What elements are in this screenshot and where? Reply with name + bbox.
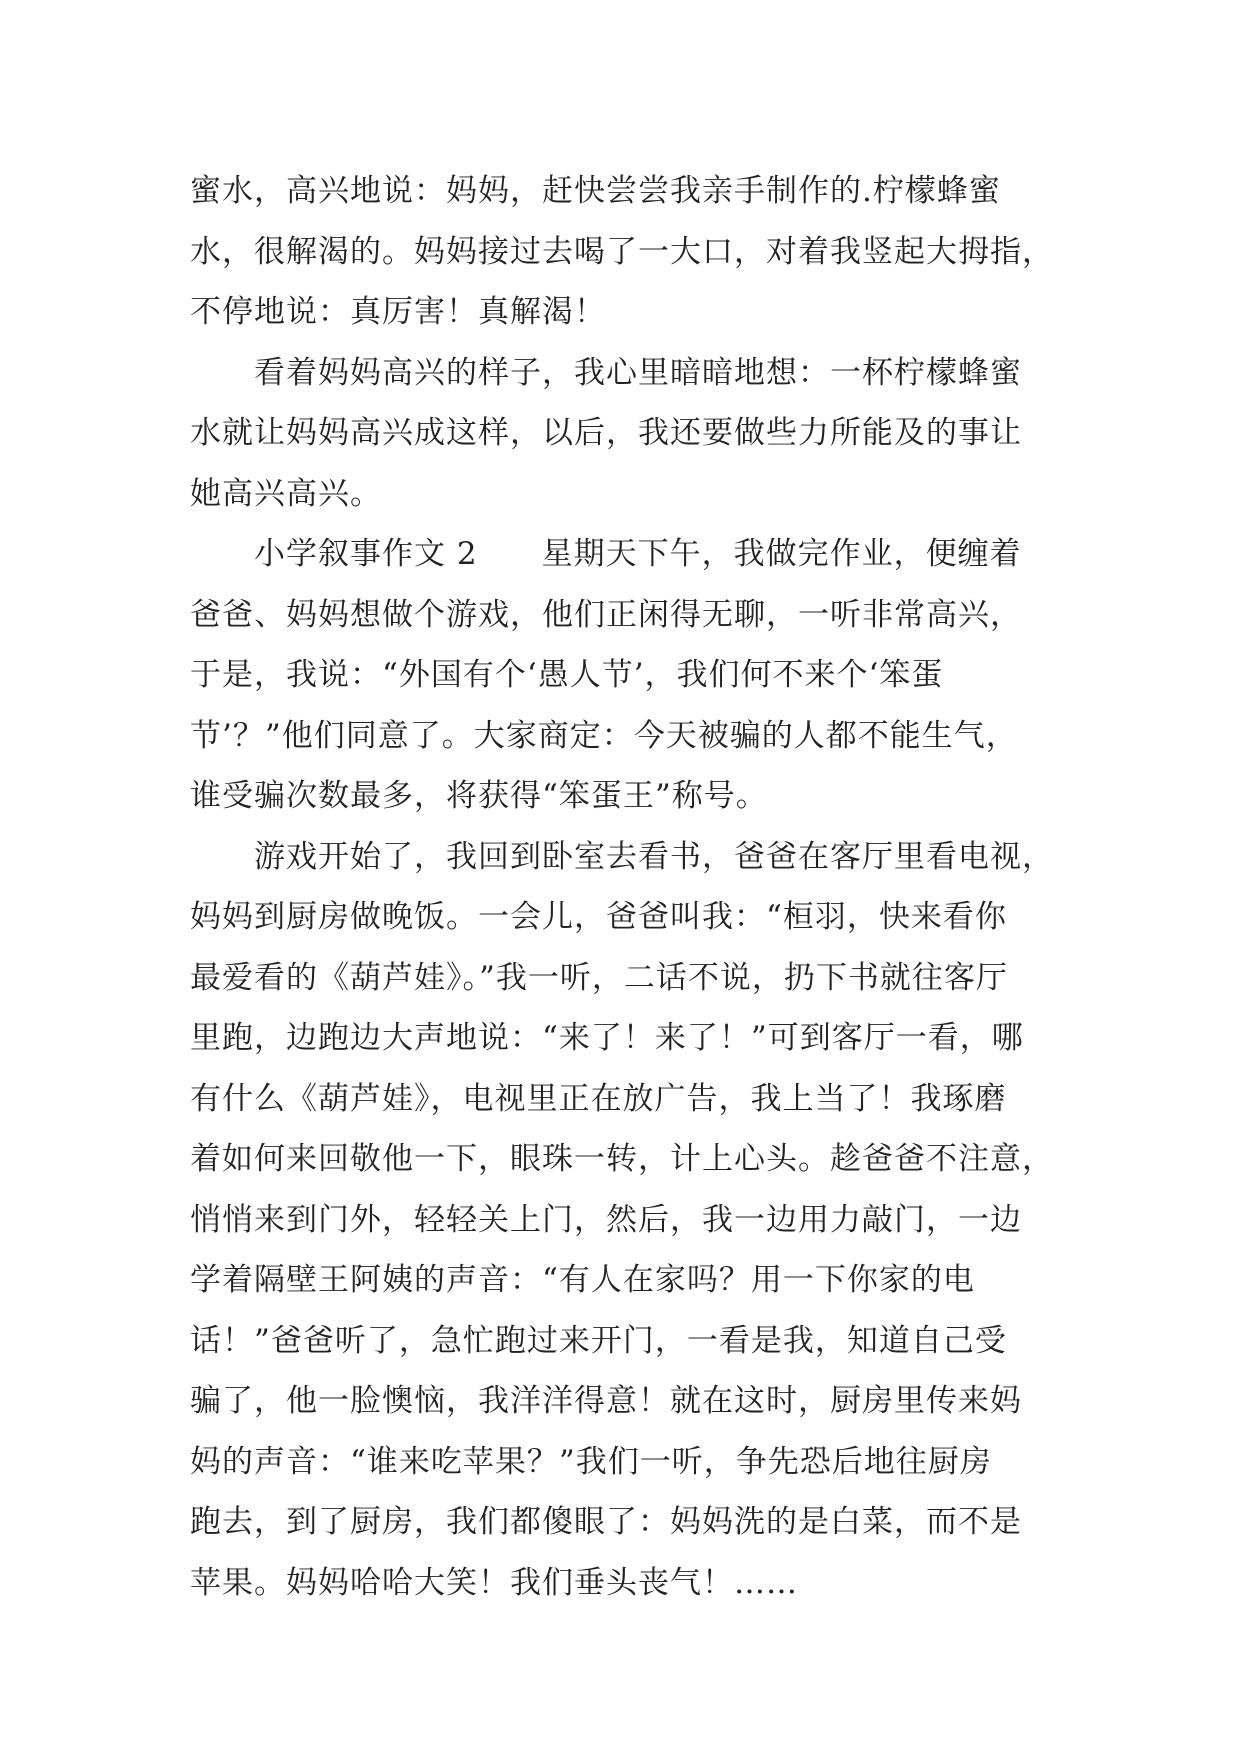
- text-line: 水，很解渴的。妈妈接过去喝了一大口，对着我竖起大拇指，: [190, 233, 1054, 270]
- text-line: 有什么《葫芦娃》，电视里正在放广告，我上当了！我琢磨: [190, 1080, 1007, 1117]
- text-line: 骗了，他一脸懊恼，我洋洋得意！就在这时，厨房里传来妈: [190, 1383, 1022, 1419]
- text-line: 水就让妈妈高兴成这样，以后，我还要做些力所能及的事让: [190, 415, 1022, 451]
- text-line: 节’？”他们同意了。大家商定：今天被骗的人都不能生气，: [190, 717, 1018, 754]
- text-line: 看着妈妈高兴的样子，我心里暗暗地想：一杯柠檬蜂蜜: [190, 354, 1022, 391]
- text-line: 不停地说：真厉害！真解渴！: [190, 294, 606, 330]
- text-line: 里跑，边跑边大声地说：“来了！来了！”可到客厅一看，哪: [190, 1020, 1024, 1056]
- text-line: 谁受骗次数最多，将获得“笨蛋王”称号。: [190, 778, 768, 814]
- text-line: 爸爸、妈妈想做个游戏，他们正闲得无聊，一听非常高兴，: [190, 596, 1022, 633]
- text-line: 苹果。妈妈哈哈大笑！我们垂头丧气！……: [190, 1564, 798, 1601]
- text-line: 妈妈到厨房做晚饭。一会儿，爸爸叫我：“桓羽，快来看你: [190, 899, 1007, 935]
- text-line: 跑去，到了厨房，我们都傻眼了：妈妈洗的是白菜，而不是: [190, 1504, 1022, 1540]
- text-line: 小学叙事作文 2 星期天下午，我做完作业，便缠着: [190, 536, 1022, 572]
- text-line: 学着隔壁王阿姨的声音：“有人在家吗？用一下你家的电: [190, 1262, 975, 1298]
- text-line: 话！”爸爸听了，急忙跑过来开门，一看是我，知道自己受: [190, 1322, 1007, 1359]
- text-line: 游戏开始了，我回到卧室去看书，爸爸在客厅里看电视，: [190, 838, 1054, 875]
- essay-body: [190, 161, 1054, 1613]
- text-line: 于是，我说：“外国有个‘愚人节’，我们何不来个‘笨蛋: [190, 657, 944, 693]
- text-line: 蜜水，高兴地说：妈妈，赶快尝尝我亲手制作的.柠檬蜂蜜: [190, 173, 1001, 209]
- text-line: 妈的声音：“谁来吃苹果？”我们一听，争先恐后地往厨房: [190, 1443, 992, 1480]
- text-line: 悄悄来到门外，轻轻关上门，然后，我一边用力敲门，一边: [190, 1201, 1022, 1238]
- text-line: 着如何来回敬他一下，眼珠一转，计上心头。趁爸爸不注意，: [190, 1141, 1054, 1177]
- text-line: 最爱看的《葫芦娃》。”我一听，二话不说，扔下书就往客厅: [190, 959, 1008, 996]
- text-line: 她高兴高兴。: [190, 475, 382, 512]
